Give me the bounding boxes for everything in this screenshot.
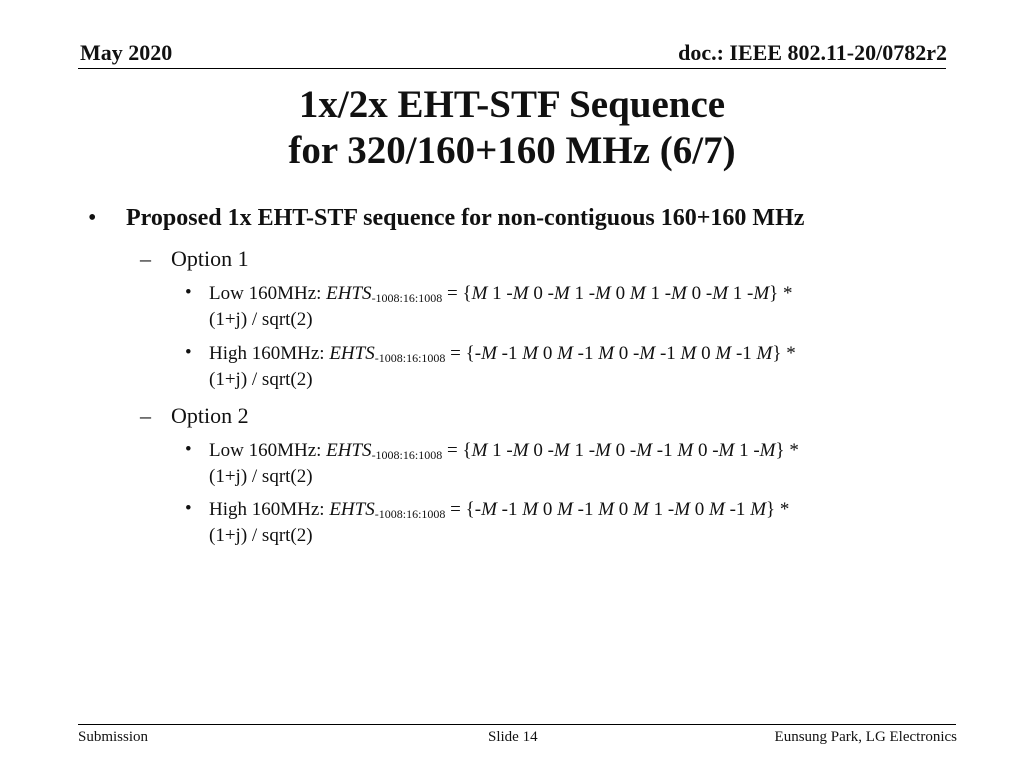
option-1-high-scale: (1+j) / sqrt(2) (209, 369, 313, 390)
sequence-text: = {-M -1 M 0 M -1 M 0 -M -1 M 0 M -1 M} * (445, 343, 796, 364)
option-1-low-scale: (1+j) / sqrt(2) (209, 309, 313, 330)
footer-author: Eunsung Park, LG Electronics (774, 729, 957, 745)
var-name: EHTS (329, 343, 375, 364)
sequence-text: = {M 1 -M 0 -M 1 -M 0 -M -1 M 0 -M 1 -M} * (442, 440, 799, 461)
var-name: EHTS (329, 499, 375, 520)
title-line-2: for 320/160+160 MHz (6/7) (288, 129, 736, 172)
var-subscript: -1008:16:1008 (371, 291, 443, 305)
header-divider (78, 68, 946, 69)
band-label: Low 160MHz: (209, 283, 327, 304)
footer-slide-number: Slide 14 (488, 729, 538, 745)
var-name: EHTS (326, 440, 372, 461)
footer-divider (78, 724, 956, 725)
var-subscript: -1008:16:1008 (374, 507, 446, 521)
bullet-dot: • (88, 205, 97, 231)
header-doc-id: doc.: IEEE 802.11-20/0782r2 (678, 40, 947, 65)
sub-bullet-dot: • (185, 498, 192, 519)
slide-title (0, 82, 1024, 174)
option-1-label: Option 1 (171, 246, 249, 271)
sub-bullet-dot: • (185, 439, 192, 460)
option-1-high-sequence (209, 342, 796, 365)
option-2-low-scale: (1+j) / sqrt(2) (209, 466, 313, 487)
dash-marker: – (140, 403, 151, 428)
band-label: High 160MHz: (209, 343, 330, 364)
option-2-high-sequence (209, 498, 789, 521)
var-subscript: -1008:16:1008 (371, 448, 443, 462)
sequence-text: = {M 1 -M 0 -M 1 -M 0 M 1 -M 0 -M 1 -M} * (442, 283, 793, 304)
dash-marker: – (140, 246, 151, 271)
option-2-low-sequence (209, 439, 799, 462)
main-bullet-text: Proposed 1x EHT-STF sequence for non-contiguous 160+160 MHz (126, 205, 805, 231)
sequence-text: = {-M -1 M 0 M -1 M 0 M 1 -M 0 M -1 M} * (445, 499, 790, 520)
band-label: High 160MHz: (209, 499, 330, 520)
header-date: May 2020 (80, 40, 173, 65)
var-name: EHTS (326, 283, 372, 304)
sub-bullet-dot: • (185, 342, 192, 363)
option-2-high-scale: (1+j) / sqrt(2) (209, 525, 313, 546)
footer-submission: Submission (78, 729, 149, 745)
title-line-1: 1x/2x EHT-STF Sequence (298, 83, 726, 126)
option-1-low-sequence (209, 282, 793, 305)
var-subscript: -1008:16:1008 (374, 351, 446, 365)
option-2-label: Option 2 (171, 403, 249, 428)
sub-bullet-dot: • (185, 282, 192, 303)
band-label: Low 160MHz: (209, 440, 327, 461)
